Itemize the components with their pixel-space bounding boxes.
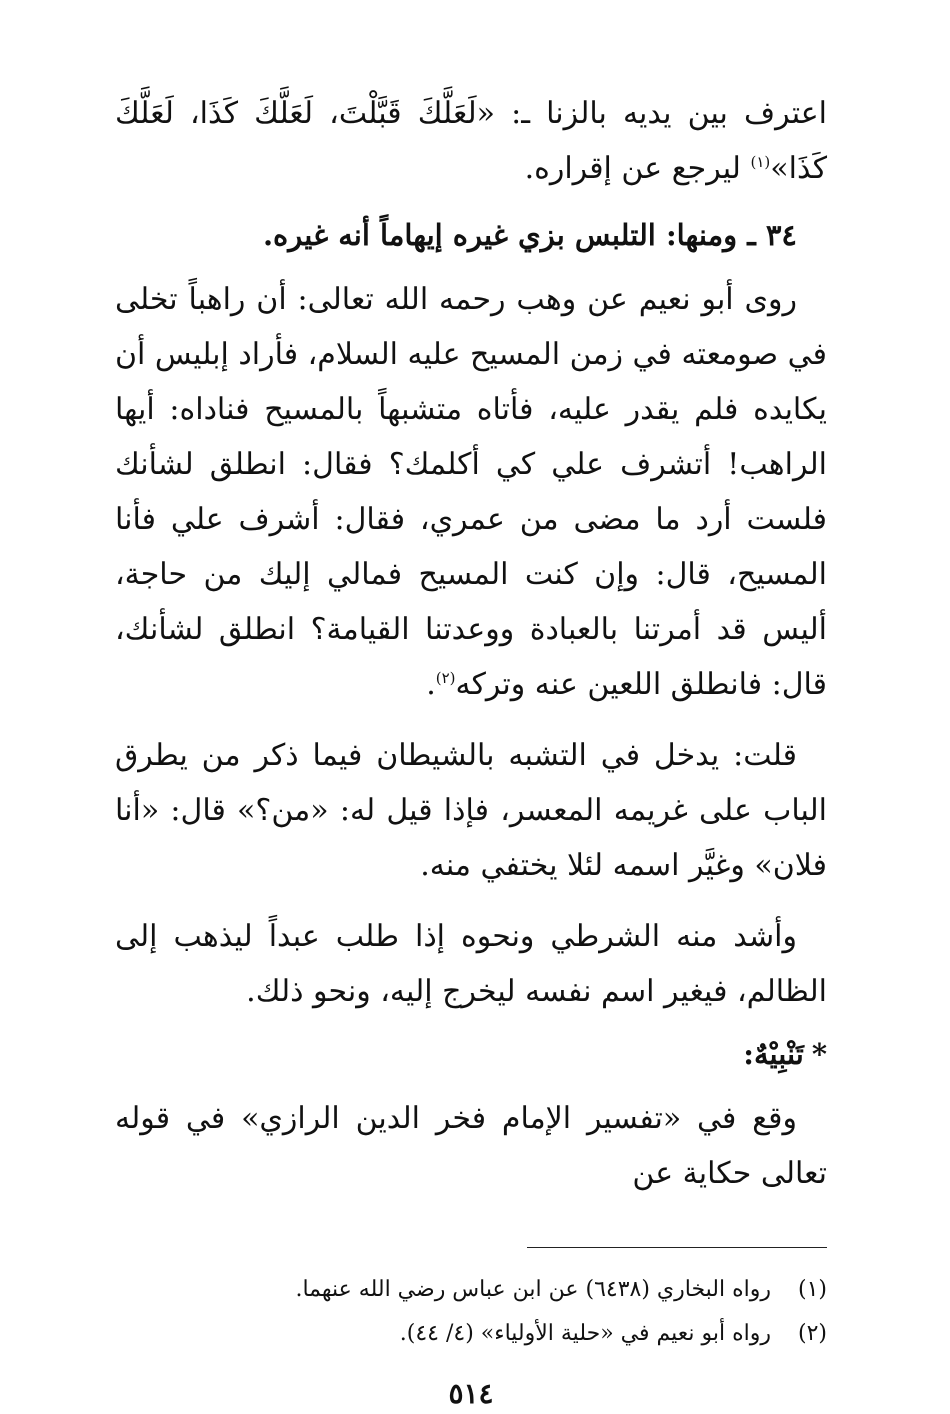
page-number: ٥١٤ xyxy=(448,1377,494,1410)
paragraph-1-end: ليرجع عن إقراره. xyxy=(524,151,741,186)
footnote-separator xyxy=(527,1247,827,1248)
footnote-1-text: رواه البخاري (٦٤٣٨) عن ابن عباس رضي الله عنهما. xyxy=(295,1277,771,1302)
footnote-2-number: (٢) xyxy=(797,1321,827,1346)
footnote-separator-wrap xyxy=(115,1225,827,1248)
note-heading xyxy=(115,1029,827,1079)
note-title: تَنْبِيْهٌ: xyxy=(743,1037,804,1071)
paragraph-3: قلت: يدخل في التشبه بالشيطان فيما ذكر من يطرق الباب على غريمه المعسر، فإذا قيل له: «من؟» قال: «أنا فلان» وغيَّر اسمه لئلا يختفي منه. xyxy=(115,738,827,883)
footnote-1 xyxy=(115,1268,827,1312)
paragraph-1 xyxy=(115,86,827,196)
paragraph-2-text: روى أبو نعيم عن وهب رحمه الله تعالى: أن راهباً تخلى في صومعته في زمن المسيح عليه السلام، فأراد إبليس أن يكايده فلم يقدر عليه، فأتاه متشبهاً بالمسيح فناداه: أيها الراهب! أتشرف علي كي أكلمك؟ فقال: انطلق لشأنك فلست أرد ما مضى من عمري، فقال: أشرف علي فأنا المسيح، قال: وإن كنت المسيح فمالي إليك من حاجة، أليس قد أمرتنا بالعبادة ووعدتنا القيامة؟ انطلق لشأنك، قال: فانطلق اللعين عنه وتركه xyxy=(115,282,827,702)
paragraph-2-tail: . xyxy=(426,667,436,702)
asterisk-icon: * xyxy=(811,1037,827,1071)
section-heading-34: ٣٤ ـ ومنها: التلبس بزي غيره إيهاماً أنه غيره. xyxy=(262,218,797,252)
book-page xyxy=(115,86,827,1414)
footnote-ref-2[interactable]: (٢) xyxy=(435,669,456,687)
paragraph-1-text: اعترف بين يديه بالزنا ـ: «لَعَلَّكَ قَبَّلْتَ، لَعَلَّكَ كَذَا، لَعَلَّكَ كَذَا» xyxy=(115,96,827,186)
footnote-2-text: رواه أبو نعيم في «حلية الأولياء» (٤/ ٤٤). xyxy=(399,1321,771,1346)
footnote-2 xyxy=(115,1312,827,1356)
footnote-ref-1[interactable]: (١) xyxy=(750,153,771,171)
footnotes xyxy=(115,1268,827,1356)
footnote-1-number: (١) xyxy=(797,1277,827,1302)
paragraph-5: وقع في «تفسير الإمام فخر الدين الرازي» في قوله تعالى حكاية عن xyxy=(115,1101,827,1191)
paragraph-2 xyxy=(115,272,827,712)
paragraph-4: وأشد منه الشرطي ونحوه إذا طلب عبداً ليذهب إلى الظالم، فيغير اسم نفسه ليخرج إليه، ونحو ذلك. xyxy=(115,919,827,1009)
